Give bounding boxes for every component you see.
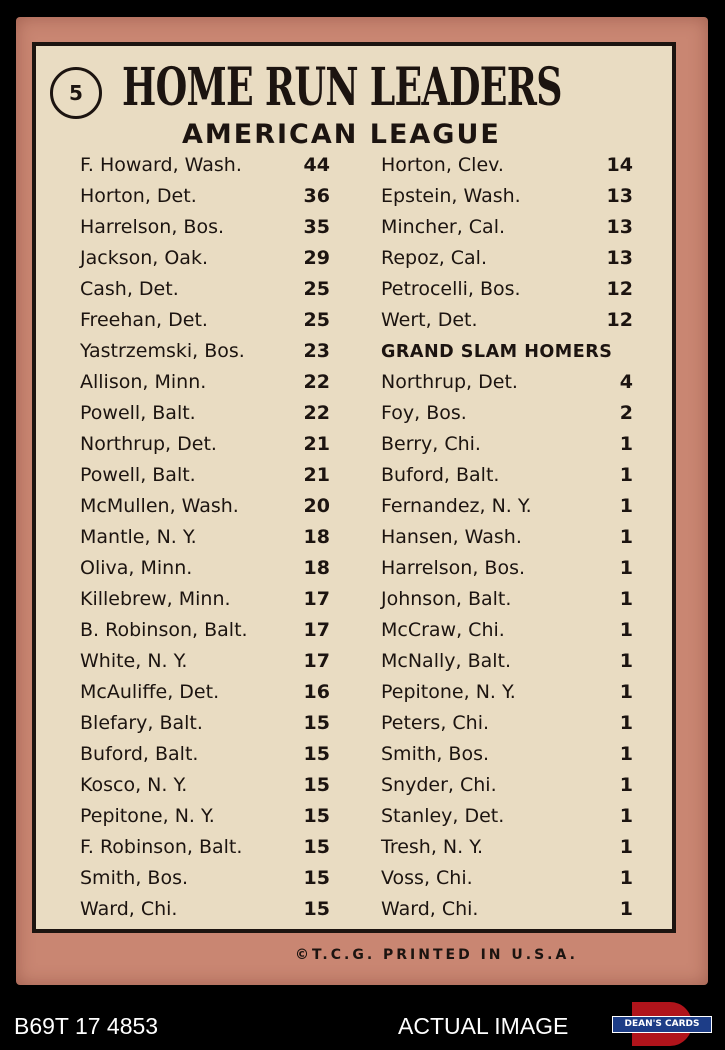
player-name: McMullen, Wash. [80,495,239,517]
home-run-count: 15 [303,805,330,827]
player-name: Smith, Bos. [381,743,490,765]
player-name: Powell, Balt. [80,464,196,486]
player-name: White, N. Y. [80,650,188,672]
leader-row [381,708,633,739]
leader-row [80,584,330,615]
leader-row [80,274,330,305]
home-run-count: 18 [303,526,330,548]
home-run-count: 15 [303,898,330,920]
leader-row [80,243,330,274]
home-run-count: 1 [619,712,633,734]
leader-row [381,398,633,429]
home-run-count: 14 [606,154,633,176]
player-name: Buford, Balt. [80,743,199,765]
player-name: Mantle, N. Y. [80,526,197,548]
player-name: Blefary, Balt. [80,712,203,734]
home-run-count: 15 [303,836,330,858]
player-name: B. Robinson, Balt. [80,619,248,641]
home-run-count: 22 [303,371,330,393]
leader-row [80,832,330,863]
home-run-count: 29 [303,247,330,269]
player-name: Smith, Bos. [80,867,189,889]
leader-row [381,243,633,274]
section-header-label: GRAND SLAM HOMERS [381,341,613,362]
leader-row [80,460,330,491]
player-name: Foy, Bos. [381,402,467,424]
right-leaders-column [381,150,633,925]
card-subtitle: AMERICAN LEAGUE [182,119,501,150]
leader-row [381,491,633,522]
leader-row [80,770,330,801]
leader-row [381,181,633,212]
home-run-count: 16 [303,681,330,703]
player-name: Jackson, Oak. [80,247,208,269]
leader-row [80,336,330,367]
home-run-count: 1 [619,557,633,579]
logo-text: DEAN'S CARDS [612,1016,712,1033]
home-run-count: 1 [619,774,633,796]
player-name: Allison, Minn. [80,371,207,393]
player-name: Buford, Balt. [381,464,500,486]
home-run-count: 17 [303,588,330,610]
home-run-count: 1 [619,526,633,548]
leader-row [381,801,633,832]
leader-row [381,770,633,801]
leader-row [381,832,633,863]
leader-row [80,150,330,181]
home-run-count: 1 [619,619,633,641]
leader-row [80,429,330,460]
player-name: Pepitone, N. Y. [381,681,516,703]
leader-row [381,150,633,181]
leader-row [381,584,633,615]
leader-row [80,615,330,646]
card-number-badge [50,67,102,119]
player-name: Yastrzemski, Bos. [80,340,245,362]
player-name: Harrelson, Bos. [381,557,526,579]
player-name: Harrelson, Bos. [80,216,225,238]
leader-row [80,181,330,212]
home-run-count: 15 [303,867,330,889]
leader-row [80,398,330,429]
player-name: Stanley, Det. [381,805,505,827]
leader-row [381,677,633,708]
home-run-count: 25 [303,309,330,331]
player-name: Killebrew, Minn. [80,588,231,610]
leader-row [80,367,330,398]
home-run-count: 23 [303,340,330,362]
card-title: HOME RUN LEADERS [122,57,562,118]
player-name: Hansen, Wash. [381,526,522,548]
leader-row [80,646,330,677]
actual-image-label: ACTUAL IMAGE [398,1013,569,1039]
cert-number: B69T 17 4853 [14,1013,159,1039]
player-name: Northrup, Det. [80,433,217,455]
player-name: F. Howard, Wash. [80,154,242,176]
player-name: Cash, Det. [80,278,179,300]
home-run-count: 1 [619,495,633,517]
home-run-count: 1 [619,898,633,920]
leader-row [80,212,330,243]
leader-row [381,863,633,894]
home-run-count: 4 [619,371,633,393]
leader-row [80,863,330,894]
leader-row [381,615,633,646]
home-run-count: 1 [619,464,633,486]
player-name: Kosco, N. Y. [80,774,188,796]
leader-row [381,894,633,925]
player-name: Peters, Chi. [381,712,490,734]
home-run-count: 1 [619,805,633,827]
home-run-count: 13 [606,185,633,207]
home-run-count: 13 [606,247,633,269]
home-run-count: 1 [619,867,633,889]
home-run-count: 1 [619,681,633,703]
copyright-footer: ©T.C.G. PRINTED IN U.S.A. [295,947,578,963]
leader-row [381,522,633,553]
leader-row [80,801,330,832]
leader-row [80,894,330,925]
leader-row [80,305,330,336]
leader-row [381,429,633,460]
home-run-count: 1 [619,743,633,765]
home-run-count [618,336,633,367]
home-run-count: 2 [619,402,633,424]
leader-row [80,708,330,739]
player-name: Epstein, Wash. [381,185,521,207]
player-name: Fernandez, N. Y. [381,495,532,517]
player-name: Mincher, Cal. [381,216,506,238]
leader-row [80,739,330,770]
player-name: Powell, Balt. [80,402,196,424]
player-name: Ward, Chi. [80,898,178,920]
home-run-count: 36 [303,185,330,207]
home-run-count: 1 [619,650,633,672]
card-number: 5 [69,81,83,105]
leader-row [80,553,330,584]
leader-row [381,212,633,243]
player-name: McNally, Balt. [381,650,512,672]
leader-row [381,553,633,584]
player-name: McCraw, Chi. [381,619,505,641]
leader-row [381,460,633,491]
home-run-count: 1 [619,433,633,455]
home-run-count: 12 [606,278,633,300]
player-name: Berry, Chi. [381,433,481,455]
home-run-count: 13 [606,216,633,238]
home-run-count: 21 [303,464,330,486]
player-name: Ward, Chi. [381,898,479,920]
player-name: Northrup, Det. [381,371,518,393]
home-run-count: 1 [619,588,633,610]
leader-row [381,739,633,770]
player-name: Snyder, Chi. [381,774,497,796]
leader-row [80,491,330,522]
home-run-count: 20 [303,495,330,517]
player-name: Repoz, Cal. [381,247,488,269]
player-name: Horton, Clev. [381,154,504,176]
home-run-count: 35 [303,216,330,238]
player-name: McAuliffe, Det. [80,681,220,703]
player-name: Tresh, N. Y. [381,836,484,858]
home-run-count: 18 [303,557,330,579]
home-run-count: 1 [619,836,633,858]
player-name: Horton, Det. [80,185,197,207]
leader-row [381,646,633,677]
home-run-count: 17 [303,619,330,641]
player-name: Petrocelli, Bos. [381,278,521,300]
player-name: Oliva, Minn. [80,557,193,579]
leader-row [381,367,633,398]
player-name: Wert, Det. [381,309,478,331]
home-run-count: 22 [303,402,330,424]
leader-row [381,305,633,336]
home-run-count: 17 [303,650,330,672]
deans-cards-logo [612,1002,712,1046]
leader-row [80,677,330,708]
leader-row [381,274,633,305]
section-header [381,336,633,367]
left-leaders-column [80,150,330,925]
home-run-count: 15 [303,743,330,765]
leader-row [80,522,330,553]
home-run-count: 12 [606,309,633,331]
player-name: Pepitone, N. Y. [80,805,215,827]
player-name: Freehan, Det. [80,309,208,331]
home-run-count: 44 [303,154,330,176]
player-name: Voss, Chi. [381,867,473,889]
player-name: F. Robinson, Balt. [80,836,243,858]
home-run-count: 25 [303,278,330,300]
home-run-count: 21 [303,433,330,455]
player-name: Johnson, Balt. [381,588,512,610]
home-run-count: 15 [303,712,330,734]
home-run-count: 15 [303,774,330,796]
